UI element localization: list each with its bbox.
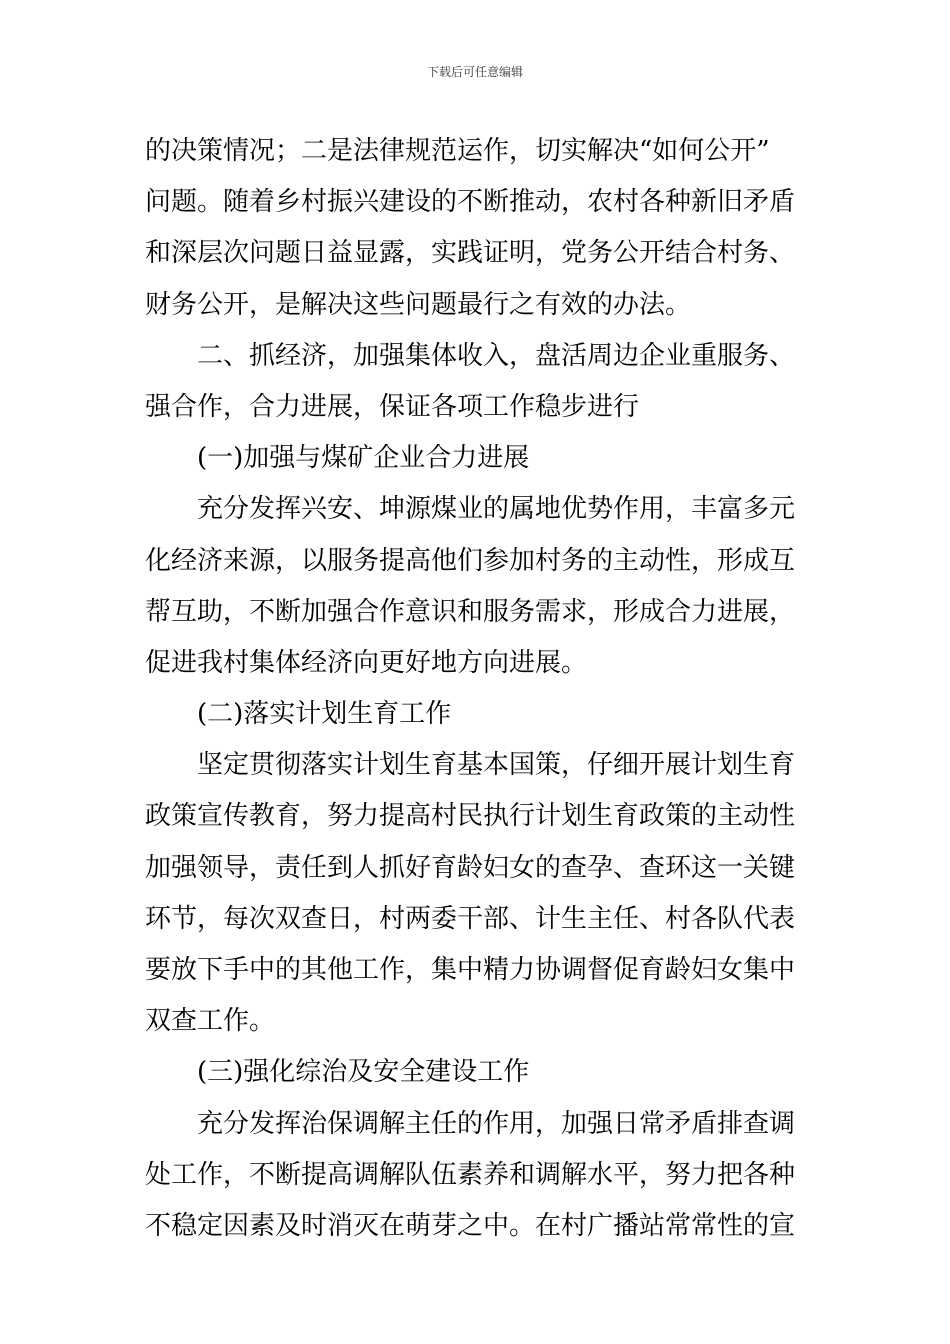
text-line: (一)加强与煤矿企业合力进展 <box>197 443 530 474</box>
text-line: 的决策情况；二是法律规范运作，切实解决“如何公开” <box>145 136 770 166</box>
text-line: 要放下手中的其他工作，集中精力协调督促育龄妇女集中 <box>145 955 796 985</box>
text-line: 充分发挥兴安、坤源煤业的属地优势作用，丰富多元 <box>197 494 796 525</box>
text-line: 坚定贯彻落实计划生育基本国策，仔细开展计划生育 <box>197 750 796 781</box>
text-line: 环节，每次双查日，村两委干部、计生主任、村各队代表 <box>145 903 796 934</box>
text-line: 财务公开，是解决这些问题最行之有效的办法。 <box>145 289 692 320</box>
text-line: (二)落实计划生育工作 <box>197 699 452 730</box>
text-line: 政策宣传教育，努力提高村民执行计划生育政策的主动性 <box>145 801 796 832</box>
text-line: 强合作，合力进展，保证各项工作稳步进行 <box>145 391 640 422</box>
text-line: 双查工作。 <box>145 1006 276 1037</box>
text-line: 促进我村集体经济向更好地方向进展。 <box>145 647 588 678</box>
text-line: 帮互助，不断加强合作意识和服务需求，形成合力进展， <box>145 596 796 627</box>
text-line: 不稳定因素及时消灭在萌芽之中。在村广播站常常性的宣 <box>145 1210 796 1241</box>
text-line: 和深层次问题日益显露，实践证明，党务公开结合村务、 <box>145 238 796 269</box>
text-line: (三)强化综治及安全建设工作 <box>197 1057 530 1088</box>
document-body <box>145 126 810 1252</box>
page-header: 下载后可任意编辑 <box>426 65 523 79</box>
text-line: 加强领导，责任到人抓好育龄妇女的查孕、查环这一关键 <box>145 852 796 883</box>
text-line: 问题。随着乡村振兴建设的不断推动，农村各种新旧矛盾 <box>145 187 796 218</box>
text-line: 二、抓经济，加强集体收入，盘活周边企业重服务、 <box>197 340 796 371</box>
text-line: 处工作，不断提高调解队伍素养和调解水平，努力把各种 <box>145 1159 796 1190</box>
text-line: 化经济来源，以服务提高他们参加村务的主动性，形成互 <box>145 545 796 576</box>
text-line: 充分发挥治保调解主任的作用，加强日常矛盾排查调 <box>197 1108 796 1139</box>
